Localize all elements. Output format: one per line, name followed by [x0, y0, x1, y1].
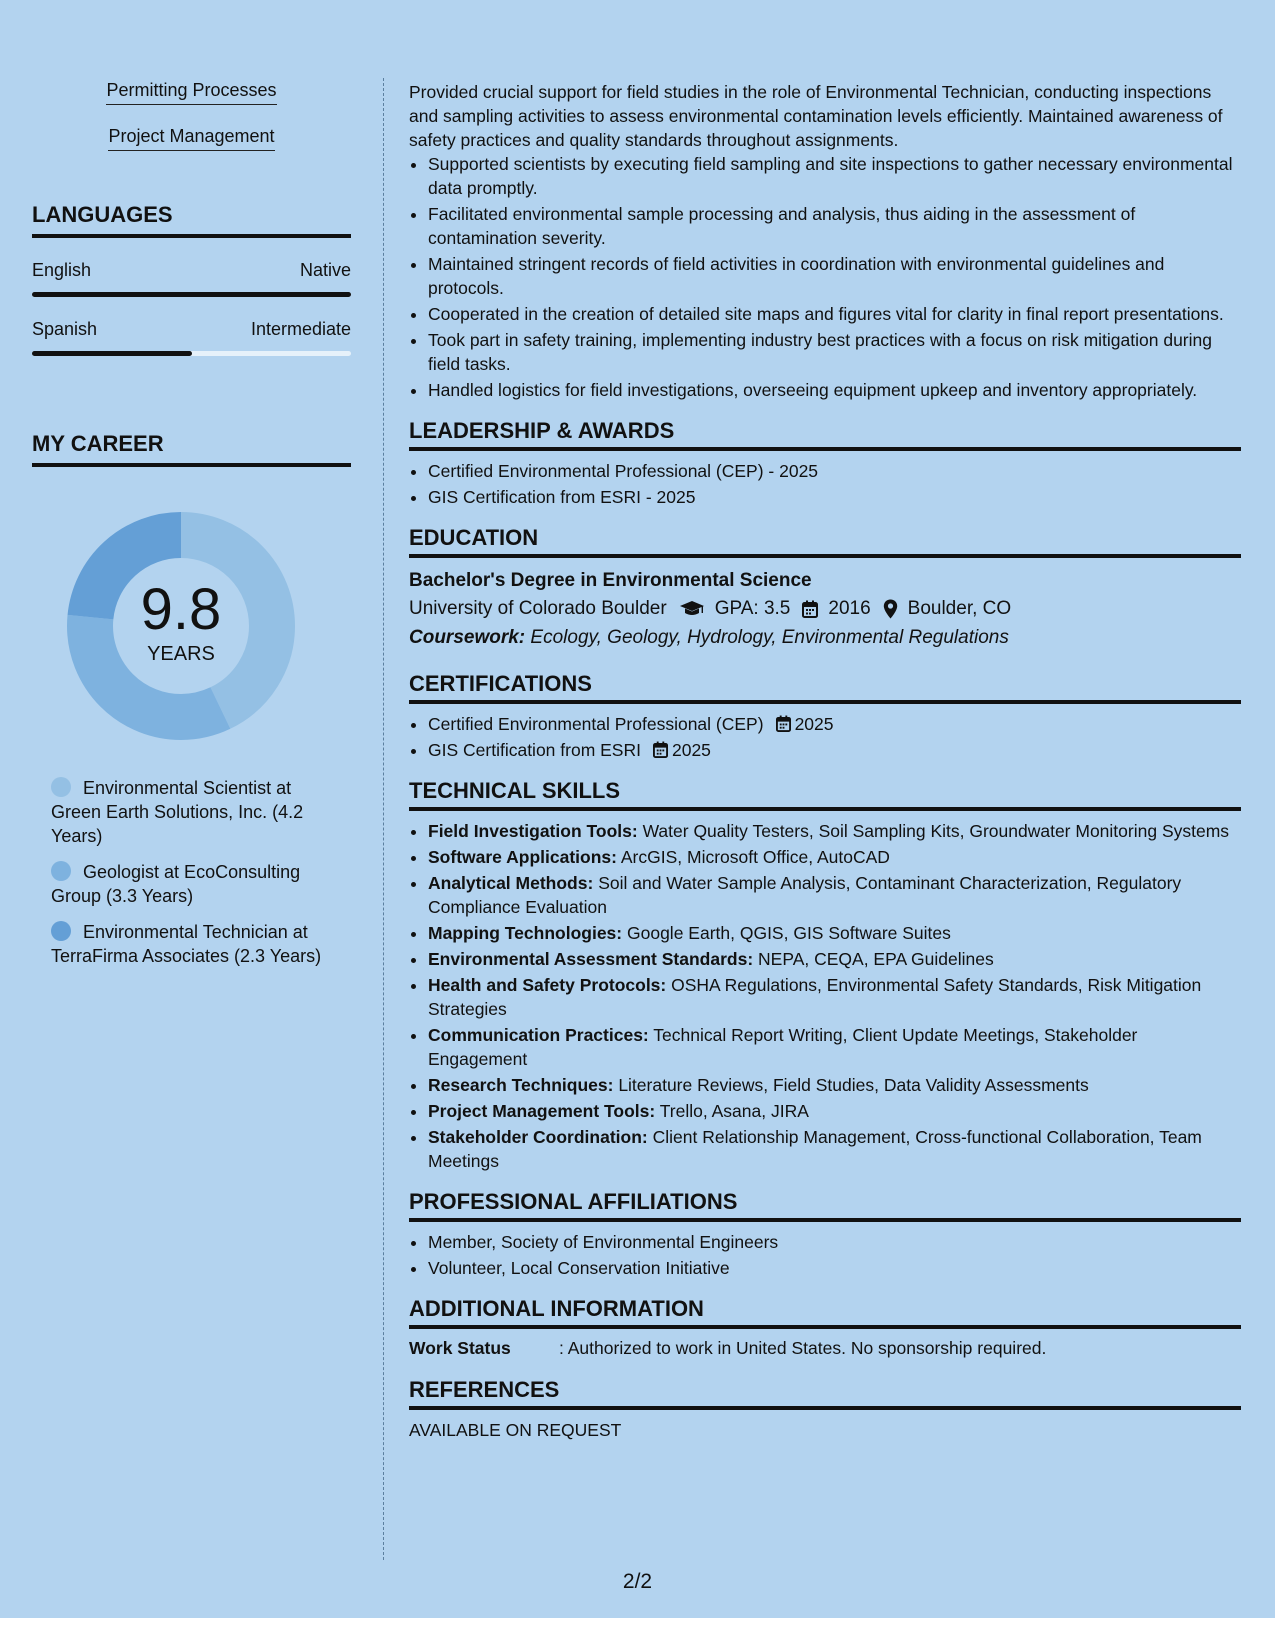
technical-skills-list — [409, 819, 1241, 1173]
skill-label: Environmental Assessment Standards: — [428, 949, 754, 969]
list-item: • Facilitated environmental sample processing and analysis, thus aiding in the assessment of contamination severity. — [428, 202, 1241, 250]
list-item: • Maintained stringent records of field activities in coordination with environmental guidelines and protocols. — [428, 252, 1241, 300]
certification-name: Certified Environmental Professional (CEP) — [428, 714, 764, 734]
language-level: Intermediate — [250, 319, 351, 339]
education-location: Boulder, CO — [907, 598, 1012, 619]
language-name: English — [32, 260, 92, 280]
skill-tag: Permitting Processes — [106, 80, 276, 105]
education-coursework — [409, 627, 1241, 649]
leadership-list — [409, 459, 1241, 509]
list-item: • Volunteer, Local Conservation Initiative — [428, 1256, 1241, 1280]
references-heading: REFERENCES — [409, 1377, 1241, 1410]
list-item: • GIS Certification from ESRI - 2025 — [428, 485, 1241, 509]
skill-label: Software Applications: — [428, 847, 617, 867]
skill-item — [428, 1073, 1241, 1097]
list-item: • Handled logistics for field investigations, overseeing equipment upkeep and inventory appropriately. — [428, 378, 1241, 402]
certification-item — [428, 738, 1241, 762]
languages-heading: LANGUAGES — [32, 202, 351, 238]
skill-item — [428, 973, 1241, 1021]
map-pin-icon — [883, 599, 898, 619]
certifications-list — [409, 712, 1241, 762]
skill-value: OSHA Regulations, Environmental Safety Standards, Risk Mitigation Strategies — [428, 975, 1202, 1019]
language-english — [32, 260, 351, 297]
list-item: • Member, Society of Environmental Engineers — [428, 1230, 1241, 1254]
skill-item — [428, 871, 1241, 919]
experience-bullets — [409, 152, 1241, 402]
skill-label: Stakeholder Coordination: — [428, 1127, 648, 1147]
language-proficiency-bar — [32, 351, 351, 356]
work-status-row — [409, 1338, 1241, 1359]
experience-summary: Provided crucial support for field studies in the role of Environmental Technician, conducting inspections and sampling activities to assess environmental contamination levels efficiently. Maintained awareness of safety practices and quality standards throughout assignments. — [409, 82, 1223, 150]
career-donut-chart — [65, 510, 297, 742]
sidebar — [32, 80, 351, 980]
skill-item — [428, 1125, 1241, 1173]
affiliations-list — [409, 1230, 1241, 1280]
skill-value: Literature Reviews, Field Studies, Data Validity Assessments — [618, 1075, 1089, 1095]
education-school: University of Colorado Boulder — [409, 598, 667, 619]
certifications-heading: CERTIFICATIONS — [409, 671, 1241, 704]
donut-center — [65, 510, 297, 742]
language-proficiency-fill — [32, 292, 351, 297]
skill-tag: Project Management — [108, 126, 274, 151]
education-heading: EDUCATION — [409, 525, 1241, 558]
skill-value: Soil and Water Sample Analysis, Contaminant Characterization, Regulatory Compliance Evaluation — [428, 873, 1182, 917]
skill-value: Water Quality Testers, Soil Sampling Kits, Groundwater Monitoring Systems — [642, 821, 1230, 841]
list-item: • Supported scientists by executing field sampling and site inspections to gather necessary environmental data promptly. — [428, 152, 1241, 200]
legend-dot — [51, 861, 71, 881]
career-legend-item — [51, 776, 326, 848]
skill-value: Google Earth, QGIS, GIS Software Suites — [627, 923, 951, 943]
skill-item — [428, 819, 1241, 843]
skill-label: Analytical Methods: — [428, 873, 594, 893]
calendar-icon — [776, 715, 791, 732]
skill-item — [428, 845, 1241, 869]
skill-value: Technical Report Writing, Client Update Meetings, Stakeholder Engagement — [428, 1025, 1138, 1069]
work-status-label: Work Status — [409, 1338, 511, 1358]
skill-label: Research Techniques: — [428, 1075, 614, 1095]
skill-item — [428, 1023, 1241, 1071]
graduation-cap-icon — [679, 600, 705, 618]
education-year: 2016 — [828, 598, 871, 619]
coursework-list: Ecology, Geology, Hydrology, Environmental Regulations — [530, 627, 1009, 648]
skill-item — [428, 947, 1241, 971]
career-legend-label: Environmental Scientist at Green Earth Solutions, Inc. (4.2 Years) — [51, 778, 304, 846]
certification-name: GIS Certification from ESRI — [428, 740, 641, 760]
language-level: Native — [299, 260, 351, 280]
page-number: 2/2 — [622, 1570, 653, 1593]
list-item: • Certified Environmental Professional (CEP) - 2025 — [428, 459, 1241, 483]
technical-skills-heading: TECHNICAL SKILLS — [409, 778, 1241, 811]
career-legend-label: Geologist at EcoConsulting Group (3.3 Years) — [51, 862, 301, 906]
skill-value: NEPA, CEQA, EPA Guidelines — [758, 949, 994, 969]
career-legend-item — [51, 860, 326, 908]
education-gpa: GPA: 3.5 — [714, 598, 791, 619]
skill-label: Mapping Technologies: — [428, 923, 623, 943]
list-item: • Took part in safety training, implementing industry best practices with a focus on risk mitigation during field tasks. — [428, 328, 1241, 376]
skill-value: ArcGIS, Microsoft Office, AutoCAD — [620, 847, 890, 867]
calendar-icon — [802, 600, 818, 618]
career-legend-label: Environmental Technician at TerraFirma Associates (2.3 Years) — [51, 922, 322, 966]
skill-value: Client Relationship Management, Cross-functional Collaboration, Team Meetings — [428, 1127, 1202, 1171]
skill-item — [428, 921, 1241, 945]
career-total-years: 9.8 — [140, 576, 222, 642]
leadership-heading: LEADERSHIP & AWARDS — [409, 418, 1241, 451]
additional-info-heading: ADDITIONAL INFORMATION — [409, 1296, 1241, 1329]
list-item: • Cooperated in the creation of detailed site maps and figures vital for clarity in final report presentations. — [428, 302, 1241, 326]
column-divider — [383, 78, 384, 1560]
references-text: AVAILABLE ON REQUEST — [409, 1420, 622, 1440]
certification-item — [428, 712, 1241, 736]
language-proficiency-fill — [32, 351, 192, 356]
skill-label: Communication Practices: — [428, 1025, 649, 1045]
skill-value: Trello, Asana, JIRA — [659, 1101, 809, 1121]
coursework-label: Coursework: — [409, 627, 526, 648]
legend-dot — [51, 921, 71, 941]
education-degree: Bachelor's Degree in Environmental Science — [409, 570, 812, 591]
skill-label: Project Management Tools: — [428, 1101, 656, 1121]
main-content — [409, 80, 1241, 1441]
certification-year: 2025 — [794, 714, 834, 734]
language-name: Spanish — [32, 319, 98, 339]
work-status-value: : Authorized to work in United States. No sponsorship required. — [559, 1338, 1047, 1358]
career-legend — [51, 776, 326, 968]
career-heading: MY CAREER — [32, 431, 351, 467]
language-spanish — [32, 319, 351, 356]
skill-label: Health and Safety Protocols: — [428, 975, 667, 995]
legend-dot — [51, 777, 71, 797]
language-proficiency-bar — [32, 292, 351, 297]
calendar-icon — [653, 741, 668, 758]
skill-item — [428, 1099, 1241, 1123]
education-details — [409, 598, 1241, 620]
career-total-unit: YEARS — [147, 642, 215, 665]
affiliations-heading: PROFESSIONAL AFFILIATIONS — [409, 1189, 1241, 1222]
certification-year: 2025 — [671, 740, 711, 760]
skill-label: Field Investigation Tools: — [428, 821, 638, 841]
career-legend-item — [51, 920, 326, 968]
